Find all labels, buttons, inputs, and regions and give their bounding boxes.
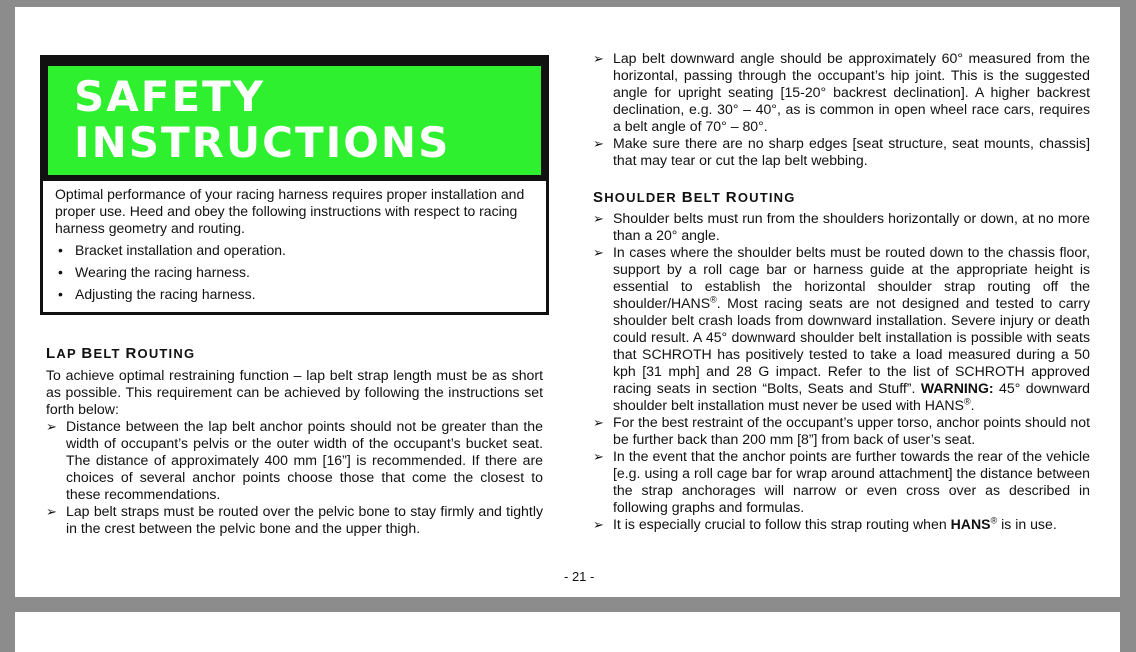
lap-belt-item: ➢ Lap belt downward angle should be approximately 60° measured from the horizontal, passing through the occupant’s hip joint. This is the suggested angle for upright seating [15-20° backrest declination]. A higher backrest declination, e.g. 30° – 40°, as is common in open wheel race cars, requires a belt angle of 70° – 80°. xyxy=(593,50,1090,134)
safety-banner-fill xyxy=(48,66,541,175)
arrow-bullet-icon: ➢ xyxy=(46,419,57,434)
lap-belt-heading: LAP BELT ROUTING xyxy=(46,345,196,362)
banner-title-line1: SAFETY xyxy=(74,72,266,121)
safety-instructions-box xyxy=(40,55,549,315)
lap-belt-section xyxy=(46,345,543,537)
arrow-bullet-icon: ➢ xyxy=(593,517,604,532)
shoulder-belt-item: ➢ In cases where the shoulder belts must be routed down to the chassis floor, support by a roll cage bar or harness guide at the appropriate height is essential to establish the horizontal shoulder strap routing off the shoulder/HANS®. Most racing seats are not designed and tested to carry shoulder belt crash loads from downward installation. Severe injury or death could result. A 45° downward shoulder belt installation is possible with seats that SCHROTH has positively tested to take a load measured during a 50 kph [31 mph] and 28 G impact. Refer to the list of SCHROTH approved racing seats in section “Bolts, Seats and Stuff”. WARNING: 45° downward shoulder belt installation must never be used with HANS®. xyxy=(593,244,1090,413)
intro-text-block xyxy=(55,186,532,308)
lap-belt-list xyxy=(46,418,543,537)
shoulder-belt-heading: SHOULDER BELT ROUTING xyxy=(593,189,796,206)
lap-belt-item: ➢ Distance between the lap belt anchor points should not be greater than the width of occupant’s pelvis or the outer width of the occupant’s bucket seat. The distance of approximately 400 mm [16”] is recommended. If there are choices of several anchor points choose those that come the closest to these recommendations. xyxy=(46,418,543,502)
document-page xyxy=(15,7,1120,597)
lap-belt-item: ➢ Lap belt straps must be routed over the pelvic bone to stay firmly and tightly in the crest between the pelvic bone and the upper thigh. xyxy=(46,503,543,536)
lap-belt-intro: To achieve optimal restraining function – lap belt strap length must be as short as possible. This requirement can be achieved by following the instructions set forth below: xyxy=(46,367,543,417)
shoulder-belt-item: ➢ For the best restraint of the occupant’s upper torso, anchor points should not be further back than 200 mm [8”] from back of user’s seat. xyxy=(593,414,1090,447)
next-page-edge xyxy=(15,612,1120,652)
intro-bullet-item: • Adjusting the racing harness. xyxy=(55,286,532,303)
shoulder-belt-list xyxy=(593,210,1090,533)
intro-bullet-item: • Wearing the racing harness. xyxy=(55,264,532,281)
page-number: - 21 - xyxy=(564,569,595,584)
arrow-bullet-icon: ➢ xyxy=(593,449,604,464)
intro-paragraph: Optimal performance of your racing harness requires proper installation and proper use. Heed and obey the following instructions with respect to racing harness geometry and routing. xyxy=(55,186,525,236)
arrow-bullet-icon: ➢ xyxy=(46,504,57,519)
right-column xyxy=(593,50,1090,533)
banner-title-line2: INSTRUCTIONS xyxy=(74,118,451,167)
intro-bullet-item: • Bracket installation and operation. xyxy=(55,242,532,259)
arrow-bullet-icon: ➢ xyxy=(593,415,604,430)
arrow-bullet-icon: ➢ xyxy=(593,211,604,226)
shoulder-belt-item: ➢ Shoulder belts must run from the shoulders horizontally or down, at no more than a 20° angle. xyxy=(593,210,1090,243)
shoulder-belt-item: ➢ In the event that the anchor points are further towards the rear of the vehicle [e.g. using a roll cage bar for wrap around attachment] the distance between the strap anchorages will narrow or even cross over as described in following graphs and formulas. xyxy=(593,448,1090,515)
arrow-bullet-icon: ➢ xyxy=(593,245,604,260)
shoulder-belt-item: ➢ It is especially crucial to follow this strap routing when HANS® is in use. xyxy=(593,515,1057,532)
lap-belt-continued-list xyxy=(593,50,1090,169)
warning-label: WARNING: xyxy=(920,380,994,396)
intro-bullet-list xyxy=(55,242,532,303)
safety-banner xyxy=(43,58,546,181)
arrow-bullet-icon: ➢ xyxy=(593,136,604,151)
lap-belt-item: ➢ Make sure there are no sharp edges [seat structure, seat mounts, chassis] that may tear or cut the lap belt webbing. xyxy=(593,135,1090,168)
arrow-bullet-icon: ➢ xyxy=(593,51,604,66)
